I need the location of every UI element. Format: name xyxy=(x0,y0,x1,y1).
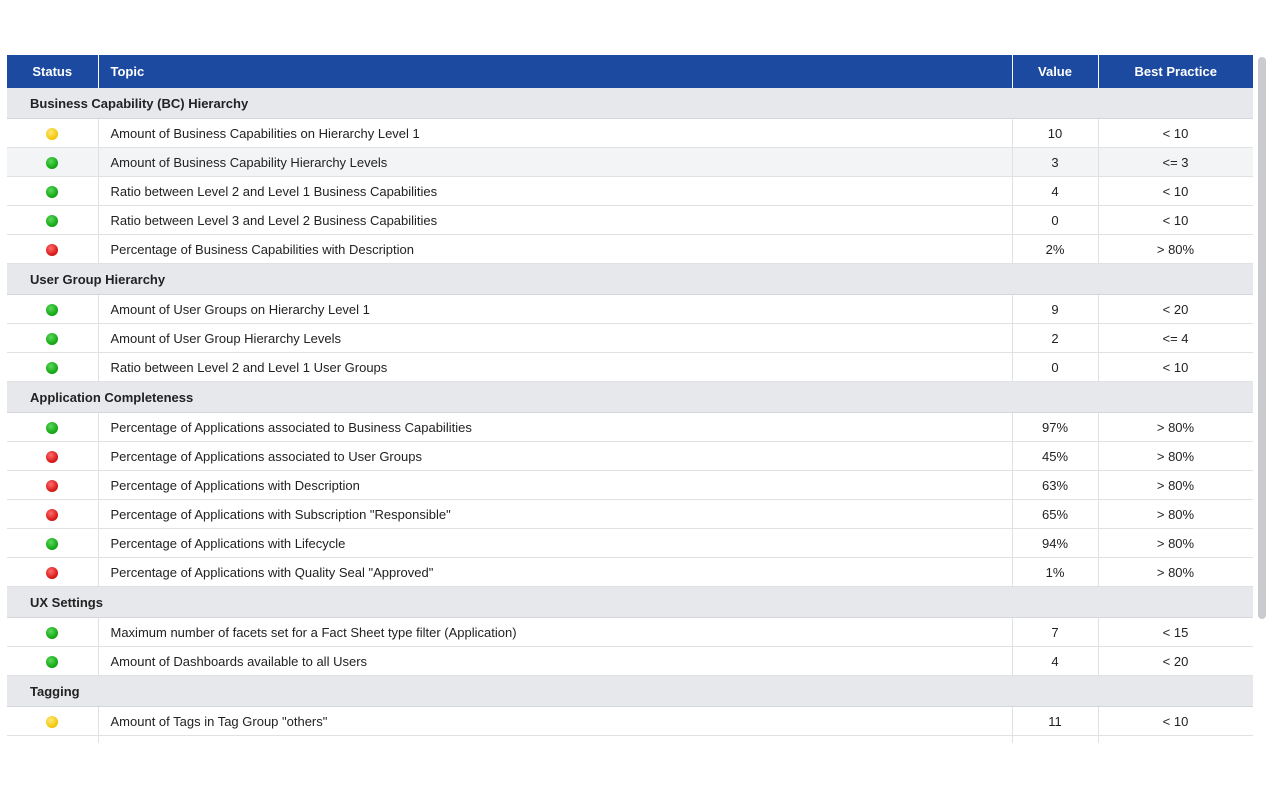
best-practice-cell: < 10 xyxy=(1098,177,1253,206)
best-practice-cell: < 20 xyxy=(1098,295,1253,324)
table-row[interactable] xyxy=(7,177,1253,206)
group-row xyxy=(7,88,1253,119)
empty-cell xyxy=(1012,736,1098,744)
report-table-viewport xyxy=(7,55,1253,743)
status-cell xyxy=(7,500,98,529)
table-body xyxy=(7,88,1253,743)
yellow-status-dot-icon xyxy=(46,716,58,728)
topic-cell: Maximum number of facets set for a Fact Sheet type filter (Application) xyxy=(98,618,1012,647)
red-status-dot-icon xyxy=(46,451,58,463)
best-practice-cell: <= 4 xyxy=(1098,324,1253,353)
table-row[interactable] xyxy=(7,558,1253,587)
table-row[interactable] xyxy=(7,442,1253,471)
table-row[interactable] xyxy=(7,324,1253,353)
group-title: Business Capability (BC) Hierarchy xyxy=(7,88,1253,119)
topic-cell: Percentage of Applications with Quality Seal "Approved" xyxy=(98,558,1012,587)
topic-cell: Ratio between Level 3 and Level 2 Business Capabilities xyxy=(98,206,1012,235)
value-cell: 0 xyxy=(1012,206,1098,235)
status-cell xyxy=(7,206,98,235)
value-cell: 10 xyxy=(1012,119,1098,148)
empty-cell xyxy=(1098,736,1253,744)
table-row[interactable] xyxy=(7,529,1253,558)
best-practice-cell: > 80% xyxy=(1098,235,1253,264)
value-cell: 0 xyxy=(1012,353,1098,382)
topic-cell: Percentage of Applications associated to User Groups xyxy=(98,442,1012,471)
status-cell xyxy=(7,324,98,353)
column-header-status[interactable]: Status xyxy=(7,55,98,88)
topic-cell: Percentage of Applications with Description xyxy=(98,471,1012,500)
table-row[interactable] xyxy=(7,148,1253,177)
status-cell xyxy=(7,471,98,500)
status-cell xyxy=(7,529,98,558)
group-row xyxy=(7,382,1253,413)
best-practice-cell: > 80% xyxy=(1098,558,1253,587)
status-cell xyxy=(7,442,98,471)
best-practice-cell: < 20 xyxy=(1098,647,1253,676)
green-status-dot-icon xyxy=(46,656,58,668)
group-title: UX Settings xyxy=(7,587,1253,618)
green-status-dot-icon xyxy=(46,422,58,434)
status-cell xyxy=(7,177,98,206)
topic-cell: Percentage of Applications associated to Business Capabilities xyxy=(98,413,1012,442)
red-status-dot-icon xyxy=(46,480,58,492)
best-practice-cell: > 80% xyxy=(1098,500,1253,529)
topic-cell: Amount of Business Capability Hierarchy Levels xyxy=(98,148,1012,177)
best-practice-cell: < 10 xyxy=(1098,707,1253,736)
green-status-dot-icon xyxy=(46,304,58,316)
green-status-dot-icon xyxy=(46,333,58,345)
green-status-dot-icon xyxy=(46,538,58,550)
status-cell xyxy=(7,707,98,736)
status-cell xyxy=(7,413,98,442)
value-cell: 3 xyxy=(1012,148,1098,177)
topic-cell: Amount of Tags in Tag Group "others" xyxy=(98,707,1012,736)
status-cell xyxy=(7,618,98,647)
empty-cell xyxy=(7,736,98,744)
status-cell xyxy=(7,295,98,324)
topic-cell: Amount of User Group Hierarchy Levels xyxy=(98,324,1012,353)
value-cell: 11 xyxy=(1012,707,1098,736)
green-status-dot-icon xyxy=(46,627,58,639)
best-practice-cell: > 80% xyxy=(1098,471,1253,500)
green-status-dot-icon xyxy=(46,215,58,227)
value-cell: 97% xyxy=(1012,413,1098,442)
table-row[interactable] xyxy=(7,295,1253,324)
red-status-dot-icon xyxy=(46,567,58,579)
value-cell: 45% xyxy=(1012,442,1098,471)
table-row[interactable] xyxy=(7,353,1253,382)
status-cell xyxy=(7,353,98,382)
status-cell xyxy=(7,148,98,177)
quality-report-table xyxy=(7,55,1253,743)
red-status-dot-icon xyxy=(46,244,58,256)
topic-cell: Amount of User Groups on Hierarchy Level 1 xyxy=(98,295,1012,324)
topic-cell: Amount of Dashboards available to all Users xyxy=(98,647,1012,676)
green-status-dot-icon xyxy=(46,186,58,198)
best-practice-cell: > 80% xyxy=(1098,442,1253,471)
best-practice-cell: < 10 xyxy=(1098,206,1253,235)
value-cell: 94% xyxy=(1012,529,1098,558)
table-row[interactable] xyxy=(7,500,1253,529)
red-status-dot-icon xyxy=(46,509,58,521)
green-status-dot-icon xyxy=(46,157,58,169)
green-status-dot-icon xyxy=(46,362,58,374)
table-row[interactable] xyxy=(7,707,1253,736)
value-cell: 9 xyxy=(1012,295,1098,324)
table-row[interactable] xyxy=(7,206,1253,235)
vertical-scrollbar[interactable] xyxy=(1258,57,1266,619)
empty-cell xyxy=(98,736,1012,744)
column-header-value[interactable]: Value xyxy=(1012,55,1098,88)
best-practice-cell: > 80% xyxy=(1098,529,1253,558)
value-cell: 2 xyxy=(1012,324,1098,353)
table-row[interactable] xyxy=(7,413,1253,442)
value-cell: 65% xyxy=(1012,500,1098,529)
group-title: User Group Hierarchy xyxy=(7,264,1253,295)
table-header-row xyxy=(7,55,1253,88)
topic-cell: Amount of Business Capabilities on Hierarchy Level 1 xyxy=(98,119,1012,148)
group-title: Tagging xyxy=(7,676,1253,707)
status-cell xyxy=(7,558,98,587)
table-row[interactable] xyxy=(7,235,1253,264)
value-cell: 4 xyxy=(1012,177,1098,206)
topic-cell: Ratio between Level 2 and Level 1 Business Capabilities xyxy=(98,177,1012,206)
group-row xyxy=(7,676,1253,707)
table-row[interactable] xyxy=(7,618,1253,647)
group-title: Application Completeness xyxy=(7,382,1253,413)
table-row[interactable] xyxy=(7,736,1253,744)
value-cell: 63% xyxy=(1012,471,1098,500)
status-cell xyxy=(7,647,98,676)
value-cell: 1% xyxy=(1012,558,1098,587)
topic-cell: Percentage of Business Capabilities with Description xyxy=(98,235,1012,264)
value-cell: 7 xyxy=(1012,618,1098,647)
column-header-best-practice[interactable]: Best Practice xyxy=(1098,55,1253,88)
group-row xyxy=(7,587,1253,618)
group-row xyxy=(7,264,1253,295)
table-row[interactable] xyxy=(7,471,1253,500)
value-cell: 4 xyxy=(1012,647,1098,676)
topic-cell: Percentage of Applications with Lifecycle xyxy=(98,529,1012,558)
topic-cell: Percentage of Applications with Subscription "Responsible" xyxy=(98,500,1012,529)
best-practice-cell: <= 3 xyxy=(1098,148,1253,177)
status-cell xyxy=(7,235,98,264)
best-practice-cell: < 10 xyxy=(1098,119,1253,148)
table-row[interactable] xyxy=(7,119,1253,148)
column-header-topic[interactable]: Topic xyxy=(98,55,1012,88)
table-row[interactable] xyxy=(7,647,1253,676)
value-cell: 2% xyxy=(1012,235,1098,264)
topic-cell: Ratio between Level 2 and Level 1 User Groups xyxy=(98,353,1012,382)
best-practice-cell: < 10 xyxy=(1098,353,1253,382)
status-cell xyxy=(7,119,98,148)
best-practice-cell: < 15 xyxy=(1098,618,1253,647)
yellow-status-dot-icon xyxy=(46,128,58,140)
best-practice-cell: > 80% xyxy=(1098,413,1253,442)
